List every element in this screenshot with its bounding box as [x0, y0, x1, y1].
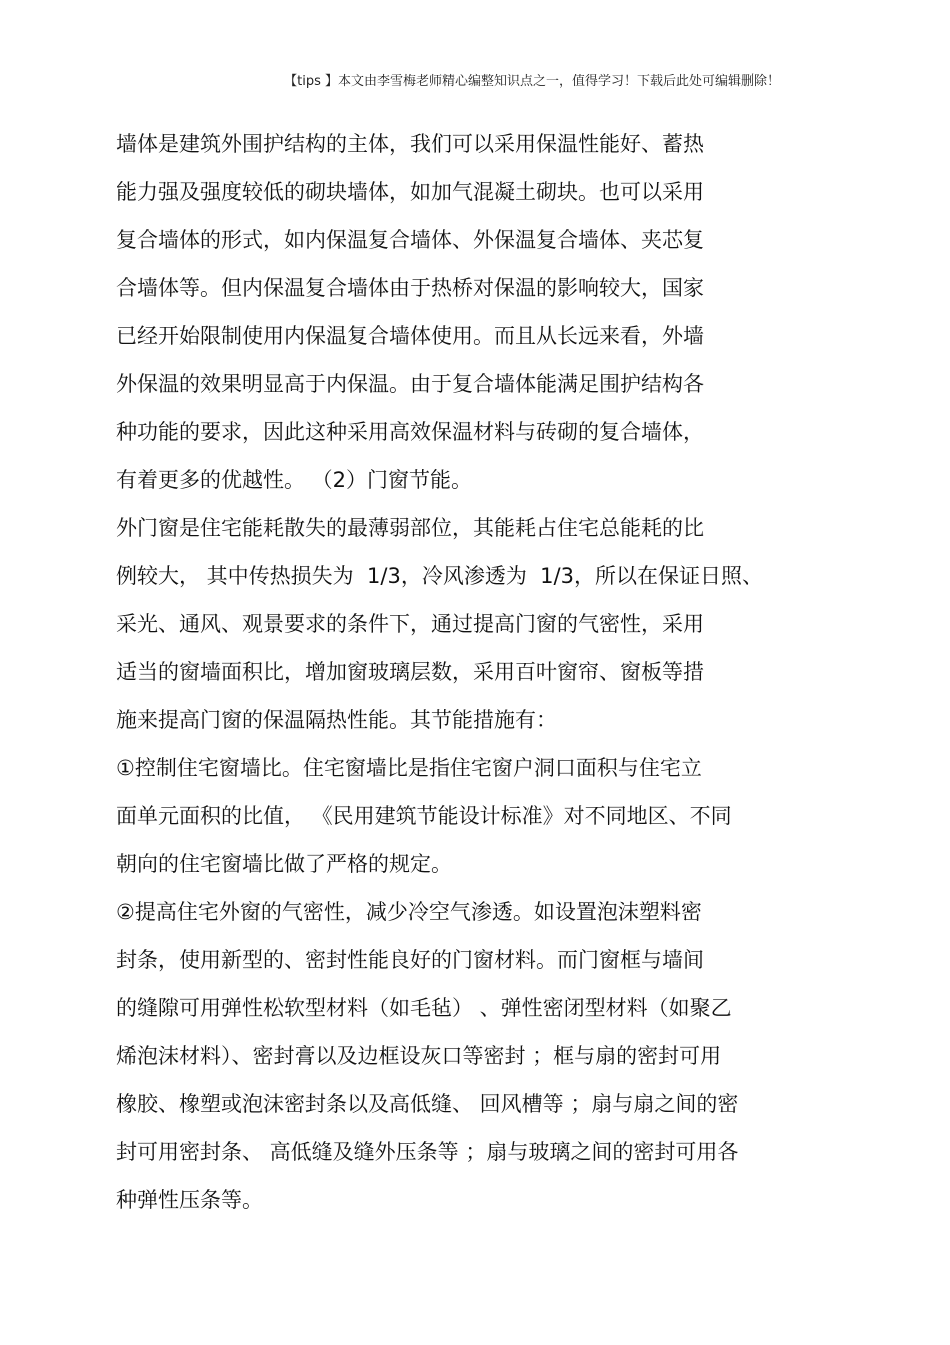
- text-line: 适当的窗墙面积比，增加窗玻璃层数，采用百叶窗帘、窗板等措: [116, 660, 704, 684]
- text-line: 外保温的效果明显高于内保温。由于复合墙体能满足围护结构各: [116, 372, 704, 396]
- text-line: 外门窗是住宅能耗散失的最薄弱部位，其能耗占住宅总能耗的比: [116, 516, 704, 540]
- text-line: 的缝隙可用弹性松软型材料（如毛毡） 、弹性密闭型材料（如聚乙: [116, 996, 732, 1020]
- text-line: 能力强及强度较低的砌块墙体，如加气混凝土砌块。也可以采用: [116, 180, 704, 204]
- body-text: [116, 120, 836, 1224]
- text-line: 施来提高门窗的保温隔热性能。其节能措施有：: [116, 708, 557, 732]
- text-line: 朝向的住宅窗墙比做了严格的规定。: [116, 852, 452, 876]
- text-line: 例较大， 其中传热损失为 1/3，冷风渗透为 1/3，所以在保证日照、: [116, 564, 763, 588]
- text-line: ①控制住宅窗墙比。住宅窗墙比是指住宅窗户洞口面积与住宅立: [116, 756, 702, 780]
- header-note: 【tips 】本文由李雪梅老师精心编整知识点之一，值得学习！下载后此处可编辑删除！: [284, 74, 780, 89]
- text-line: 封条，使用新型的、密封性能良好的门窗材料。而门窗框与墙间: [116, 948, 704, 972]
- text-line: ②提高住宅外窗的气密性，减少冷空气渗透。如设置泡沫塑料密: [116, 900, 702, 924]
- text-line: 封可用密封条、 高低缝及缝外压条等 ；扇与玻璃之间的密封可用各: [116, 1140, 739, 1164]
- text-line: 烯泡沫材料）、密封膏以及边框设灰口等密封 ；框与扇的密封可用: [116, 1044, 722, 1068]
- text-line: 已经开始限制使用内保温复合墙体使用。而且从长远来看，外墙: [116, 324, 704, 348]
- text-line: 采光、通风、观景要求的条件下，通过提高门窗的气密性，采用: [116, 612, 704, 636]
- text-line: 合墙体等。但内保温复合墙体由于热桥对保温的影响较大，国家: [116, 276, 704, 300]
- text-line: 有着更多的优越性。 （2）门窗节能。: [116, 468, 473, 492]
- text-line: 种功能的要求，因此这种采用高效保温材料与砖砌的复合墙体，: [116, 420, 704, 444]
- text-line: 复合墙体的形式，如内保温复合墙体、外保温复合墙体、夹芯复: [116, 228, 704, 252]
- text-line: 种弹性压条等。: [116, 1188, 263, 1212]
- text-line: 橡胶、橡塑或泡沫密封条以及高低缝、 回风槽等 ；扇与扇之间的密: [116, 1092, 739, 1116]
- text-line: 墙体是建筑外围护结构的主体，我们可以采用保温性能好、蓄热: [116, 132, 704, 156]
- text-line: 面单元面积的比值， 《民用建筑节能设计标准》对不同地区、不同: [116, 804, 732, 828]
